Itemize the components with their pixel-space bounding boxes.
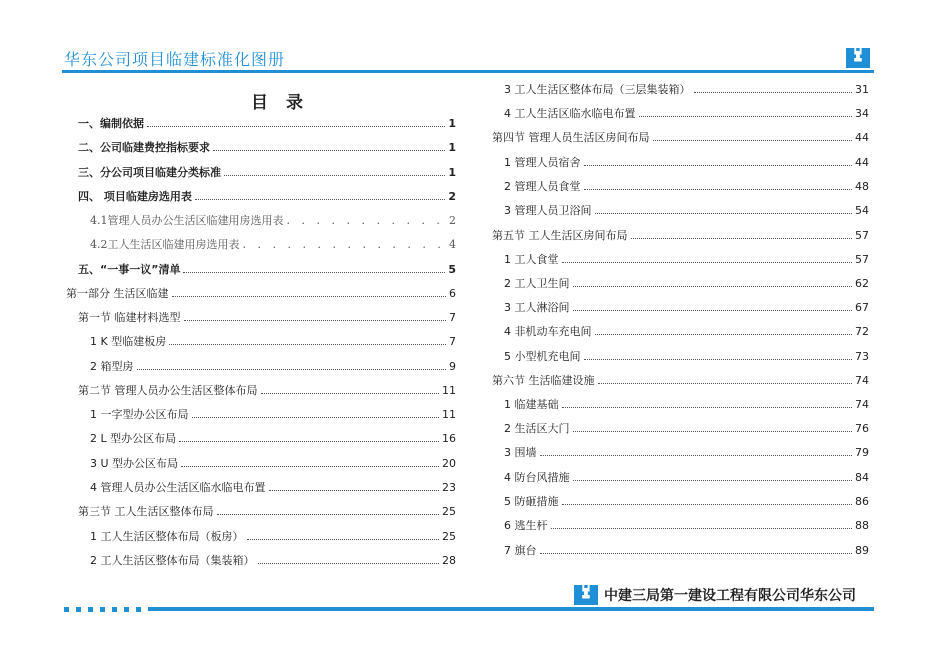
toc-entry-3[interactable]: [78, 166, 456, 179]
toc-entry-label: 1 K 型临建板房: [90, 335, 167, 348]
toc-entry-page: 31: [855, 83, 869, 96]
toc-entry-page: 54: [855, 204, 869, 217]
toc-entry-30[interactable]: [504, 325, 869, 338]
toc-leader: [183, 271, 445, 273]
toc-entry-label: 五、“一事一议”清单: [78, 263, 181, 276]
toc-leader: [551, 527, 853, 529]
toc-entry-label: 1 一字型办公区布局: [90, 408, 189, 421]
toc-entry-label: 3 围墙: [504, 446, 537, 459]
toc-entry-label: 1 管理人员宿舍: [504, 156, 581, 169]
toc-entry-page: 34: [855, 107, 869, 120]
toc-leader: [540, 454, 853, 456]
toc-leader: [573, 430, 853, 432]
toc-leader: [631, 237, 853, 239]
toc-entry-page: 67: [855, 301, 869, 314]
toc-entry-label: 第一部分 生活区临建: [66, 287, 169, 300]
toc-entry-36[interactable]: [504, 471, 869, 484]
toc-entry-13[interactable]: [90, 408, 456, 421]
toc-leader: [562, 261, 853, 263]
toc-entry-page: 72: [855, 325, 869, 338]
toc-entry-label: 第六节 生活临建设施: [492, 374, 595, 387]
toc-leader: [258, 562, 440, 564]
toc-entry-18[interactable]: [90, 530, 456, 543]
toc-leader: [172, 295, 447, 297]
toc-entry-page: 16: [442, 432, 456, 445]
toc-leader: [595, 212, 853, 214]
toc-entry-label: 5 防砸措施: [504, 495, 559, 508]
toc-entry-page: 89: [855, 544, 869, 557]
header-title: 华东公司项目临建标准化图册: [64, 50, 286, 69]
header-rule: [62, 70, 874, 73]
toc-entry-page: 7: [449, 335, 456, 348]
toc-entry-label: 四、 项目临建房选用表: [78, 190, 192, 203]
toc-entry-label: 3 工人淋浴间: [504, 301, 570, 314]
toc-entry-label: 7 旗台: [504, 544, 537, 557]
toc-entry-17[interactable]: [78, 505, 456, 518]
toc-entry-label: 5 小型机充电间: [504, 350, 581, 363]
toc-entry-page: 2: [448, 190, 456, 203]
toc-entry-2[interactable]: [78, 141, 456, 154]
toc-entry-page: 2: [449, 214, 456, 227]
footer-company-name: 中建三局第一建设工程有限公司华东公司: [604, 588, 856, 604]
toc-entry-page: 74: [855, 374, 869, 387]
toc-entry-label: 4.2工人生活区临建用房选用表: [90, 238, 240, 251]
toc-entry-label: 三、分公司项目临建分类标准: [78, 166, 221, 179]
toc-entry-1[interactable]: [78, 117, 456, 130]
toc-leader: [169, 343, 446, 345]
toc-entry-label: 2 工人卫生间: [504, 277, 570, 290]
toc-entry-page: 84: [855, 471, 869, 484]
toc-leader: [573, 479, 853, 481]
toc-entry-page: 25: [442, 505, 456, 518]
toc-leader: [598, 382, 853, 384]
toc-entry-label: 3 U 型办公区布局: [90, 457, 179, 470]
toc-entry-12[interactable]: [78, 384, 456, 397]
toc-leader: [181, 465, 439, 467]
toc-leader: [179, 440, 439, 442]
toc-entry-page: 7: [449, 311, 456, 324]
toc-entry-page: 4: [449, 238, 456, 251]
toc-entry-page: 76: [855, 422, 869, 435]
toc-entry-label: 一、编制依据: [78, 117, 144, 130]
toc-entry-page: 62: [855, 277, 869, 290]
company-logo-icon: ▙▟ ▟▙: [574, 585, 598, 605]
toc-entry-22[interactable]: [492, 131, 869, 144]
toc-entry-8[interactable]: [66, 287, 456, 300]
toc-entry-page: 6: [449, 287, 456, 300]
toc-entry-page: 1: [448, 141, 456, 154]
toc-entry-38[interactable]: [504, 519, 869, 532]
toc-entry-label: 2 工人生活区整体布局（集装箱）: [90, 554, 255, 567]
toc-leader: [639, 115, 853, 117]
toc-entry-21[interactable]: [504, 107, 869, 120]
toc-leader: [192, 416, 440, 418]
toc-entry-label: 第五节 工人生活区房间布局: [492, 229, 628, 242]
toc-leader: [287, 214, 447, 227]
toc-entry-label: 3 工人生活区整体布局（三层集装箱）: [504, 83, 691, 96]
toc-entry-29[interactable]: [504, 301, 869, 314]
toc-leader: [224, 174, 445, 176]
toc-entry-7[interactable]: [78, 263, 456, 276]
toc-entry-label: 6 逃生杆: [504, 519, 548, 532]
toc-entry-page: 25: [442, 530, 456, 543]
toc-leader: [584, 358, 853, 360]
toc-entry-label: 4 非机动车充电间: [504, 325, 592, 338]
toc-entry-label: 4 工人生活区临水临电布置: [504, 107, 636, 120]
toc-entry-label: 2 箱型房: [90, 360, 134, 373]
toc-leader: [653, 139, 853, 141]
toc-entry-4[interactable]: [78, 190, 456, 203]
toc-entry-label: 2 生活区大门: [504, 422, 570, 435]
toc-entry-39[interactable]: [504, 544, 869, 557]
toc-entry-33[interactable]: [504, 398, 869, 411]
toc-entry-label: 2 管理人员食堂: [504, 180, 581, 193]
toc-leader: [147, 125, 445, 127]
toc-leader: [562, 406, 853, 408]
toc-entry-label: 二、公司临建费控指标要求: [78, 141, 210, 154]
footer-dots: [64, 607, 141, 612]
toc-entry-6[interactable]: [90, 238, 456, 251]
toc-entry-label: 1 临建基础: [504, 398, 559, 411]
toc-entry-page: 11: [442, 384, 456, 397]
toc-entry-page: 44: [855, 156, 869, 169]
toc-entry-label: 4 管理人员办公生活区临水临电布置: [90, 481, 266, 494]
toc-leader: [584, 164, 853, 166]
toc-entry-page: 57: [855, 253, 869, 266]
toc-entry-label: 4 防台风措施: [504, 471, 570, 484]
toc-entry-page: 28: [442, 554, 456, 567]
toc-entry-19[interactable]: [90, 554, 456, 567]
toc-entry-label: 2 L 型办公区布局: [90, 432, 177, 445]
toc-entry-24[interactable]: [504, 180, 869, 193]
toc-entry-page: 23: [442, 481, 456, 494]
toc-leader: [261, 392, 440, 394]
toc-leader: [195, 198, 446, 200]
toc-entry-27[interactable]: [504, 253, 869, 266]
toc-entry-20[interactable]: [504, 83, 869, 96]
toc-entry-page: 1: [448, 166, 456, 179]
toc-entry-37[interactable]: [504, 495, 869, 508]
toc-entry-page: 73: [855, 350, 869, 363]
toc-entry-page: 88: [855, 519, 869, 532]
toc-entry-page: 5: [448, 263, 456, 276]
toc-entry-14[interactable]: [90, 432, 456, 445]
toc-entry-15[interactable]: [90, 457, 456, 470]
toc-entry-page: 11: [442, 408, 456, 421]
toc-entry-label: 第三节 工人生活区整体布局: [78, 505, 214, 518]
toc-leader: [694, 91, 853, 93]
toc-entry-31[interactable]: [504, 350, 869, 363]
toc-title: 目 录: [251, 93, 309, 113]
toc-entry-35[interactable]: [504, 446, 869, 459]
toc-entry-label: 4.1管理人员办公生活区临建用房选用表: [90, 214, 284, 227]
toc-entry-label: 第二节 管理人员办公生活区整体布局: [78, 384, 258, 397]
toc-leader: [540, 552, 853, 554]
toc-entry-11[interactable]: [90, 360, 456, 373]
toc-entry-16[interactable]: [90, 481, 456, 494]
toc-entry-5[interactable]: [90, 214, 456, 227]
toc-entry-page: 57: [855, 229, 869, 242]
toc-leader: [217, 513, 440, 515]
toc-entry-page: 9: [449, 360, 456, 373]
toc-leader: [269, 489, 440, 491]
toc-entry-10[interactable]: [90, 335, 456, 348]
toc-entry-page: 48: [855, 180, 869, 193]
toc-leader: [562, 503, 853, 505]
toc-entry-label: 第四节 管理人员生活区房间布局: [492, 131, 650, 144]
toc-leader: [213, 149, 445, 151]
toc-leader: [243, 238, 447, 251]
toc-leader: [247, 538, 440, 540]
toc-leader: [573, 285, 853, 287]
toc-entry-32[interactable]: [492, 374, 869, 387]
toc-entry-page: 74: [855, 398, 869, 411]
toc-leader: [573, 309, 853, 311]
toc-entry-label: 3 管理人员卫浴间: [504, 204, 592, 217]
footer-rule: [148, 607, 874, 611]
toc-entry-label: 第一节 临建材料选型: [78, 311, 181, 324]
toc-leader: [137, 368, 447, 370]
toc-entry-28[interactable]: [504, 277, 869, 290]
toc-entry-label: 1 工人生活区整体布局（板房）: [90, 530, 244, 543]
toc-entry-9[interactable]: [78, 311, 456, 324]
toc-entry-page: 1: [448, 117, 456, 130]
toc-leader: [184, 319, 447, 321]
toc-entry-26[interactable]: [492, 229, 869, 242]
toc-leader: [595, 333, 853, 335]
toc-entry-23[interactable]: [504, 156, 869, 169]
toc-entry-page: 44: [855, 131, 869, 144]
toc-entry-page: 79: [855, 446, 869, 459]
toc-leader: [584, 188, 853, 190]
toc-entry-34[interactable]: [504, 422, 869, 435]
toc-entry-page: 86: [855, 495, 869, 508]
toc-entry-25[interactable]: [504, 204, 869, 217]
toc-entry-page: 20: [442, 457, 456, 470]
company-logo-icon: ▙▟ ▟▙: [846, 48, 870, 68]
toc-entry-label: 1 工人食堂: [504, 253, 559, 266]
